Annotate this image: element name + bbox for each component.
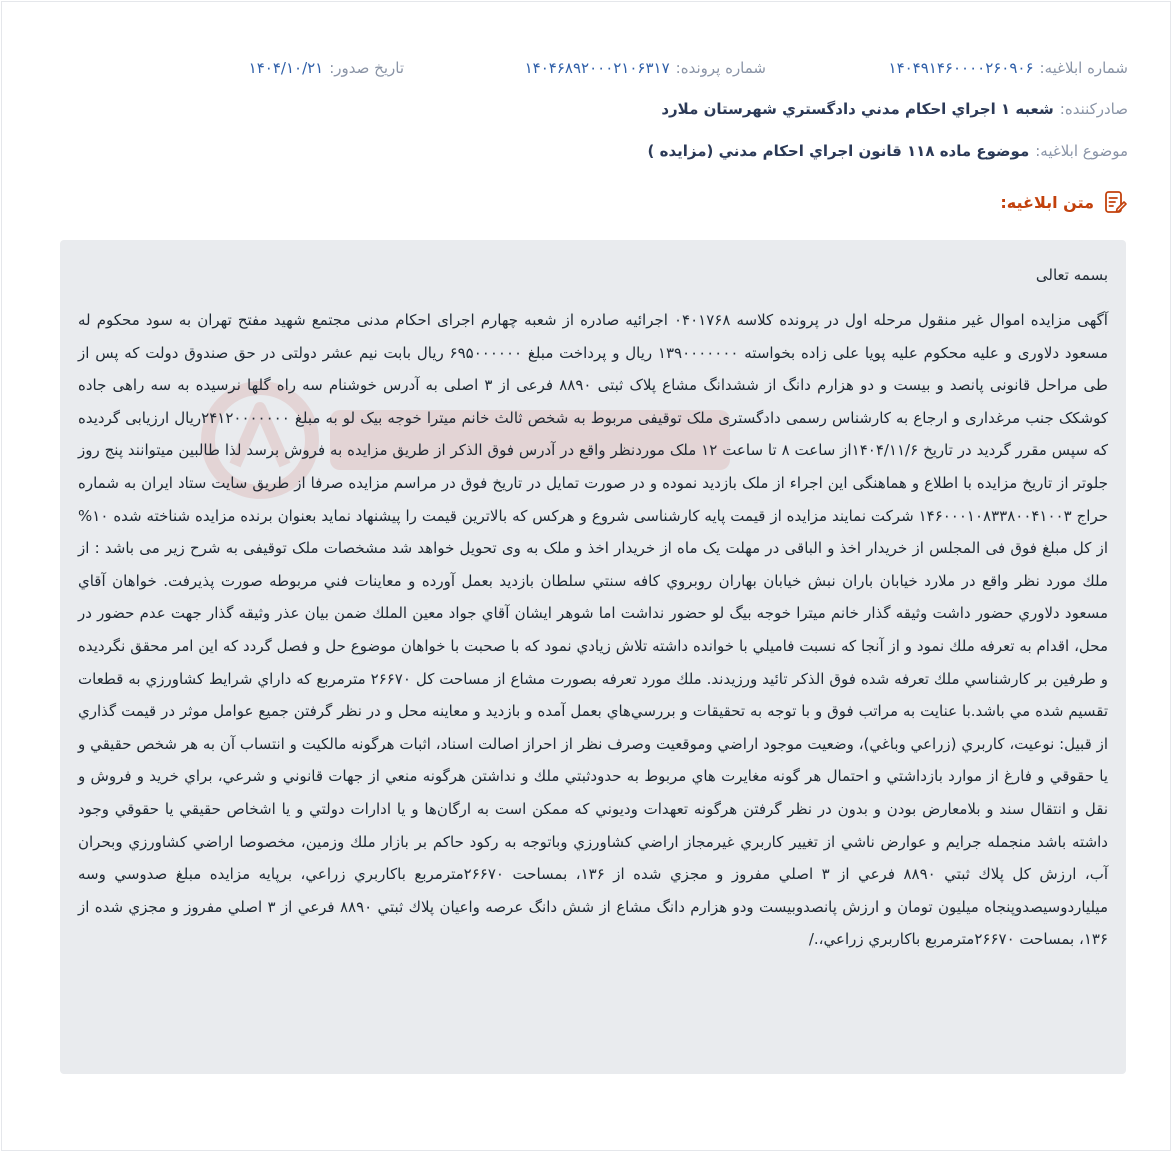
subject-row	[48, 130, 1128, 172]
issuer-label: صادرکننده:	[1059, 100, 1128, 118]
notice-number	[766, 59, 1128, 77]
section-title-text: متن ابلاغیه:	[1000, 192, 1094, 212]
case-number	[404, 59, 766, 77]
meta-row	[48, 48, 1128, 88]
greeting-text: بسمه تعالی	[1035, 266, 1108, 284]
issuer-row	[48, 88, 1128, 130]
notice-body-text: آگهی مزایده اموال غیر منقول مرحله اول در پرونده کلاسه ۰۴۰۱۷۶۸ اجرائیه صادره از شعبه چهارم اجرای احکام مدنی مجتمع شهید مفتح تهران به سود محکوم له مسعود دلاوری و علیه محکوم علیه پویا علی زاده بخواسته ۱۳۹۰۰۰۰۰۰۰ ریال و پرداخت مبلغ ۶۹۵۰۰۰۰۰۰ ریال بابت نیم عشر دولتی در حق صندوق دولت که پس از طی مراحل قانونی پانصد و بیست و دو هزارم دانگ از ششدانگ مشاع پلاک ثبتی ۸۸۹۰ فرعی از ۳ اصلی به آدرس خوشنام سه راه گلها نرسیده به سه راهی جاده کوشکک جنب مرغداری و ارجاع به کارشناس رسمی دادگستری ملک توقیفی مربوط به شخص ثالث خانم میترا خوجه بیک لو به مبلغ ۲۴۱۲۰۰۰۰۰۰۰ریال ارزیابی گردیده که سپس مقرر گردید در تاریخ ۱۴۰۴/۱۱/۶از ساعت ۸ تا ساعت ۱۲ ملک موردنظر واقع در آدرس فوق الذکر از طریق مزایده به فروش برسد لذا طالبین میتوانند پنج روز جلوتر از تاریخ مزایده با اطلاع و هماهنگی این اجراء از ملک بازدید نموده و در صورت تمایل در تاریخ فوق در مراسم مزایده صرفا از طریق سایت ستاد ایران به شماره حراج ۱۴۶۰۰۰۱۰۸۳۳۸۰۰۴۱۰۰۳ شرکت نمایند مزایده از قیمت پایه کارشناسی شروع و هرکس که بالاترین قیمت را پیشنهاد نماید بعنوان برنده مزایده شناخته شده ۱۰% از کل مبلغ فوق فی المجلس از خریدار اخذ و الباقی در مهلت یک ماه از خریدار اخذ و ملک به وی تحویل خواهد شد مشخصات ملک توقیفی به شرح زیر می باشد : از ملك مورد نظر واقع در ملارد خيابان باران نبش خيابان بهاران روبروي كافه سنتي سلطان بازديد بعمل آورده و معاينات فني مربوطه صورت پذيرفت. خواهان آقاي مسعود دلاوري حضور داشت وثيقه گذار خانم ميترا خوجه بيگ لو حضور نداشت اما شوهر ايشان آقاي جواد معين الملك ضمن بيان عذر وثيقه گذار جهت عدم حضور در محل، اقدام به تعرفه ملك نمود و از آنجا كه نسبت فاميلي با خوانده داشته تلاش زيادي نمود كه با صحبت با خواهان موضوع حل و فصل گردد كه اين امر محقق نگرديده و طرفين بر كارشناسي ملك تعرفه شده فوق الذكر تائيد ورزيدند. ملك مورد تعرفه بصورت مشاع از مساحت كل ۲۶۶۷۰ مترمربع كه داراي شرايط كشاورزي به قطعات تقسيم شده مي باشد.با عنايت به مراتب فوق و با توجه به تحقيقات و بررسي‌هاي بعمل آمده و بازديد و معاينه محل و در نظر گرفتن جميع عوامل موثر در قيمت گذاري از قبيل: نوعيت، كاربري (زراعي وباغي)، وضعيت موجود اراضي وموقعيت وصرف نظر از احراز اصالت اسناد، اثبات هرگونه مالكيت و انتساب آن به هر شخص حقيقي و يا حقوقي و فارغ از موارد بازداشتي و احتمال هر گونه مغايرت هاي مربوط به حدودثبتي ملك و نداشتن هرگونه منعي از جهات قانوني و شرعي، براي خريد و فروش و نقل و انتقال سند و بلامعارض بودن و بدون در نظر گرفتن هرگونه تعهدات وديوني كه ممكن است به ارگان‌ها و يا ادارات دولتي و يا اشخاص حقيقي يا حقوقي وجود داشته باشد منجمله جرايم و عوارض ناشي از تغيير كاربري غيرمجاز اراضي كشاورزي وباتوجه به ركود حاكم بر بازار ملك وزمين، مخصوصا اراضي كشاورزي وبحران آب، ارزش كل پلاك ثبتي ۸۸۹۰ فرعي از ۳ اصلي مفروز و مجزي شده از ۱۳۶، بمساحت ۲۶۶۷۰مترمربع باكاربري زراعي، برپايه مزايده مبلغ صدوسي وسه ميلياردوسيصدوپنجاه ميليون تومان و ارزش پانصدوبيست ودو هزارم دانگ مشاع از شش دانگ عرصه واعيان پلاك ثبتي ۸۸۹۰ فرعي از ۳ اصلي مفروز و مجزي شده از ۱۳۶، بمساحت ۲۶۶۷۰مترمربع باكاربري زراعي،./	[78, 311, 1109, 949]
case-number-value: ۱۴۰۴۶۸۹۲۰۰۰۲۱۰۶۳۱۷	[524, 59, 670, 77]
notice-number-label: شماره ابلاغیه:	[1039, 59, 1128, 77]
section-title	[48, 182, 1128, 222]
issuer-value: شعبه ۱ اجراي احكام مدني دادگستري شهرستان ملارد	[661, 100, 1054, 118]
issue-date	[48, 59, 404, 77]
notice-text-panel	[60, 240, 1126, 1074]
issue-date-label: تاریخ صدور:	[329, 59, 404, 77]
notice-number-value: ۱۴۰۴۹۱۴۶۰۰۰۰۲۶۰۹۰۶	[888, 59, 1034, 77]
notice-header	[48, 48, 1128, 222]
subject-label: موضوع ابلاغیه:	[1035, 142, 1128, 160]
issue-date-value: ۱۴۰۴/۱۰/۲۱	[248, 59, 324, 77]
case-number-label: شماره پرونده:	[675, 59, 766, 77]
document-edit-icon	[1102, 189, 1128, 215]
subject-value: موضوع ماده ۱۱۸ قانون اجراي احكام مدني (مزايده )	[647, 142, 1030, 160]
